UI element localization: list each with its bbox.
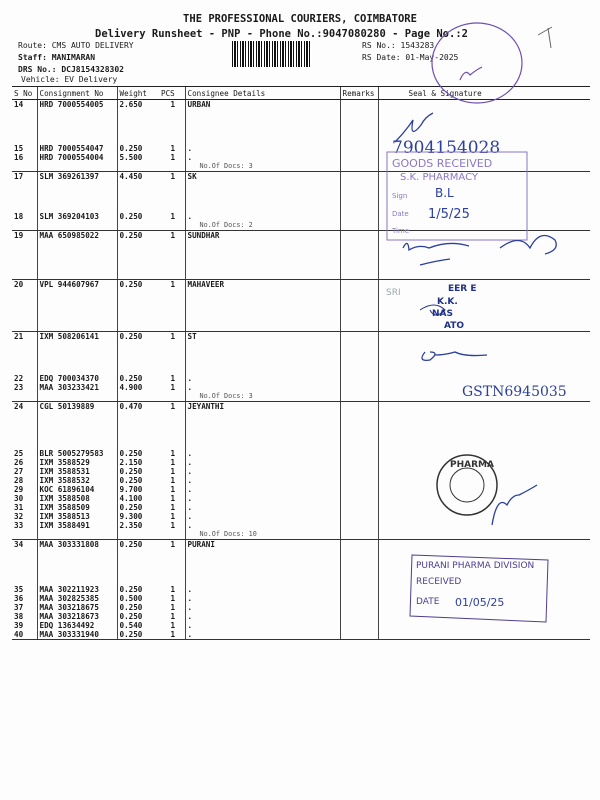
cell-weight — [117, 100, 159, 172]
weight: 5.500 — [119, 153, 143, 162]
pcs: 1 — [170, 467, 176, 476]
pcs: 1 — [170, 612, 176, 621]
weight: 0.250 — [119, 144, 143, 153]
weight: 4.450 — [119, 172, 143, 181]
weight: 0.250 — [119, 449, 143, 458]
cell-weight — [117, 280, 159, 332]
weight: 4.100 — [119, 494, 143, 503]
consignment-no: BLR 5005279583 — [39, 449, 104, 458]
sno: 25 — [14, 449, 24, 458]
pcs: 1 — [170, 621, 176, 630]
pcs: 1 — [170, 212, 176, 221]
pcs: 1 — [170, 231, 176, 240]
sno: 24 — [14, 402, 24, 411]
consignee-group — [12, 280, 590, 332]
barcode — [232, 41, 312, 67]
cell-consignment-no — [37, 332, 117, 402]
svg-text:PURANI PHARMA DIVISION: PURANI PHARMA DIVISION — [416, 561, 535, 571]
pcs: 1 — [170, 332, 176, 341]
pcs: 1 — [170, 494, 176, 503]
consignment-no: MAA 303331940 — [39, 630, 99, 639]
sno: 39 — [14, 621, 24, 630]
cell-remarks — [340, 280, 378, 332]
weight: 0.250 — [119, 467, 143, 476]
cell-consignment-no — [37, 280, 117, 332]
cell-weight — [117, 231, 159, 280]
consignment-no: EDQ 13634492 — [39, 621, 95, 630]
weight: 0.250 — [119, 212, 143, 221]
sno: 15 — [14, 144, 24, 153]
svg-text:Time: Time — [392, 227, 410, 235]
col-seal: Seal & Signature — [378, 87, 590, 100]
cell-sno — [12, 100, 37, 172]
dot: . — [187, 467, 193, 476]
weight: 0.470 — [119, 402, 143, 411]
svg-text:EER E: EER E — [448, 284, 477, 294]
svg-text:SRI: SRI — [386, 288, 401, 298]
docs-count: No.Of Docs: 10 — [199, 530, 257, 538]
dot: . — [187, 383, 193, 392]
sno: 17 — [14, 172, 24, 181]
weight: 0.250 — [119, 231, 143, 240]
cell-sno — [12, 332, 37, 402]
dot: . — [187, 212, 193, 221]
weight: 0.250 — [119, 374, 143, 383]
cell-consignee — [185, 402, 340, 540]
cell-weight — [117, 402, 159, 540]
sno: 14 — [14, 100, 24, 109]
pcs: 1 — [170, 521, 176, 530]
weight: 0.250 — [119, 603, 143, 612]
consignment-no: IXM 3588508 — [39, 494, 90, 503]
sno: 36 — [14, 594, 24, 603]
cell-consignee — [185, 172, 340, 231]
col-consignment: Consignment No — [37, 87, 117, 100]
consignee-name: PURANI — [187, 540, 215, 549]
consignee-group — [12, 402, 590, 540]
consignee-name: SK — [187, 172, 197, 181]
dot: . — [187, 594, 193, 603]
consignee-name: URBAN — [187, 100, 211, 109]
sno: 30 — [14, 494, 24, 503]
cell-seal-signature — [378, 332, 590, 402]
sno: 35 — [14, 585, 24, 594]
cell-weight — [117, 332, 159, 402]
col-weight: Weight — [117, 87, 159, 100]
dot: . — [187, 630, 193, 639]
consignee-group — [12, 540, 590, 640]
docs-count: No.Of Docs: 2 — [199, 221, 253, 229]
cell-consignee — [185, 540, 340, 640]
docs-count: No.Of Docs: 3 — [199, 392, 253, 400]
pcs: 1 — [170, 100, 176, 109]
dot: . — [187, 585, 193, 594]
cell-seal-signature — [378, 402, 590, 540]
pcs: 1 — [170, 449, 176, 458]
handwritten-gst: GSTN6945035 — [462, 384, 567, 400]
weight: 0.250 — [119, 503, 143, 512]
dot: . — [187, 612, 193, 621]
consignment-no: MAA 303233421 — [39, 383, 99, 392]
consignee-name: JEYANTHI — [187, 402, 225, 411]
cell-pcs — [159, 540, 185, 640]
cell-weight — [117, 540, 159, 640]
cell-remarks — [340, 540, 378, 640]
cell-sno — [12, 172, 37, 231]
sno: 40 — [14, 630, 24, 639]
sno: 26 — [14, 458, 24, 467]
sno: 28 — [14, 476, 24, 485]
rs-number: RS No.: 1543283 — [362, 41, 435, 50]
consignment-no: IXM 3588509 — [39, 503, 90, 512]
pcs: 1 — [170, 144, 176, 153]
consignment-no: MAA 303218675 — [39, 603, 99, 612]
svg-text:Date: Date — [392, 210, 409, 218]
weight: 0.250 — [119, 540, 143, 549]
weight: 0.540 — [119, 621, 143, 630]
pcs: 1 — [170, 153, 176, 162]
cell-sno — [12, 540, 37, 640]
weight: 2.150 — [119, 458, 143, 467]
cell-sno — [12, 402, 37, 540]
pcs: 1 — [170, 594, 176, 603]
svg-text:NAS: NAS — [432, 309, 453, 319]
cell-consignee — [185, 280, 340, 332]
sno: 33 — [14, 521, 24, 530]
weight: 0.250 — [119, 280, 143, 289]
cell-pcs — [159, 332, 185, 402]
dot: . — [187, 494, 193, 503]
consignee-group — [12, 100, 590, 172]
consignment-no: MAA 303218673 — [39, 612, 99, 621]
pcs: 1 — [170, 383, 176, 392]
sno: 20 — [14, 280, 24, 289]
vehicle: Vehicle: EV Delivery — [21, 75, 118, 84]
rs-date: RS Date: 01-May-2025 — [362, 53, 459, 62]
cell-consignment-no — [37, 100, 117, 172]
cell-remarks — [340, 172, 378, 231]
consignee-group — [12, 231, 590, 280]
pcs: 1 — [170, 458, 176, 467]
weight: 0.500 — [119, 594, 143, 603]
cell-remarks — [340, 231, 378, 280]
sno: 38 — [14, 612, 24, 621]
consignment-no: IXM 3588529 — [39, 458, 90, 467]
consignment-no: IXM 508206141 — [39, 332, 99, 341]
company-title: THE PROFESSIONAL COURIERS, COIMBATORE — [183, 13, 417, 25]
sno: 37 — [14, 603, 24, 612]
weight: 9.700 — [119, 485, 143, 494]
svg-text:Sign: Sign — [392, 192, 408, 200]
pcs: 1 — [170, 512, 176, 521]
svg-text:RECEIVED: RECEIVED — [416, 577, 462, 587]
consignment-no: IXM 3588491 — [39, 521, 90, 530]
cell-weight — [117, 172, 159, 231]
consignment-no: MAA 650985022 — [39, 231, 99, 240]
cell-sno — [12, 280, 37, 332]
cell-consignee — [185, 231, 340, 280]
consignment-no: CGL 50139889 — [39, 402, 95, 411]
pcs: 1 — [170, 503, 176, 512]
col-remarks: Remarks — [340, 87, 378, 100]
svg-text:PHARMA: PHARMA — [450, 460, 494, 470]
svg-text:1/5/25: 1/5/25 — [428, 207, 470, 222]
dot: . — [187, 621, 193, 630]
dot: . — [187, 512, 193, 521]
dot: . — [187, 476, 193, 485]
pcs: 1 — [170, 603, 176, 612]
cell-sno — [12, 231, 37, 280]
sno: 18 — [14, 212, 24, 221]
cell-seal-signature — [378, 100, 590, 172]
dot: . — [187, 603, 193, 612]
dot: . — [187, 144, 193, 153]
consignee-group — [12, 172, 590, 231]
svg-text:01/05/25: 01/05/25 — [455, 596, 505, 609]
cell-seal-signature — [378, 280, 590, 332]
weight: 0.250 — [119, 612, 143, 621]
weight: 9.300 — [119, 512, 143, 521]
pcs: 1 — [170, 172, 176, 181]
svg-text:K.K.: K.K. — [437, 297, 458, 307]
cell-consignment-no — [37, 540, 117, 640]
pcs: 1 — [170, 280, 176, 289]
weight: 0.250 — [119, 476, 143, 485]
cell-pcs — [159, 231, 185, 280]
weight: 0.250 — [119, 332, 143, 341]
svg-text:ATO: ATO — [444, 321, 465, 331]
sno: 21 — [14, 332, 24, 341]
cell-consignee — [185, 332, 340, 402]
dot: . — [187, 458, 193, 467]
corner-mark — [538, 27, 552, 48]
consignee-group — [12, 332, 590, 402]
consignment-no: EDQ 700034370 — [39, 374, 99, 383]
cell-consignment-no — [37, 402, 117, 540]
weight: 4.900 — [119, 383, 143, 392]
cell-consignment-no — [37, 231, 117, 280]
weight: 2.350 — [119, 521, 143, 530]
dot: . — [187, 449, 193, 458]
consignment-no: IXM 3588531 — [39, 467, 90, 476]
route: Route: CMS AUTO DELIVERY — [18, 41, 134, 50]
table-header — [12, 87, 590, 100]
weight: 0.250 — [119, 585, 143, 594]
consignment-no: SLM 369261397 — [39, 172, 99, 181]
consignment-no: MAA 303331808 — [39, 540, 99, 549]
sno: 23 — [14, 383, 24, 392]
consignee-name: MAHAVEER — [187, 280, 225, 289]
consignment-no: HRD 7000554005 — [39, 100, 104, 109]
consignment-no: KOC 61896104 — [39, 485, 95, 494]
cell-consignee — [185, 100, 340, 172]
docs-count: No.Of Docs: 3 — [199, 162, 253, 170]
pcs: 1 — [170, 630, 176, 639]
dot: . — [187, 521, 193, 530]
sno: 34 — [14, 540, 24, 549]
pcs: 1 — [170, 402, 176, 411]
cell-pcs — [159, 100, 185, 172]
consignment-no: VPL 944607967 — [39, 280, 99, 289]
cell-seal-signature — [378, 231, 590, 280]
pcs: 1 — [170, 476, 176, 485]
cell-pcs — [159, 172, 185, 231]
consignment-no: IXM 3588513 — [39, 512, 90, 521]
cell-remarks — [340, 100, 378, 172]
svg-text:DATE: DATE — [416, 597, 440, 607]
consignment-no: SLM 369204103 — [39, 212, 99, 221]
staff: Staff: MANIMARAN — [18, 53, 96, 62]
dot: . — [187, 503, 193, 512]
handwritten-phone: 7904154028 — [392, 138, 501, 158]
svg-text:S.K. PHARMACY: S.K. PHARMACY — [400, 172, 478, 183]
cell-seal-signature — [378, 540, 590, 640]
cell-remarks — [340, 332, 378, 402]
pcs: 1 — [170, 585, 176, 594]
consignee-name: ST — [187, 332, 197, 341]
col-sno: S No — [12, 87, 37, 100]
svg-text:GOODS RECEIVED: GOODS RECEIVED — [392, 157, 493, 170]
sno: 19 — [14, 231, 24, 240]
consignment-no: HRD 7000554047 — [39, 144, 104, 153]
weight: 2.650 — [119, 100, 143, 109]
col-pcs: PCS — [159, 87, 185, 100]
sno: 27 — [14, 467, 24, 476]
cell-seal-signature — [378, 172, 590, 231]
pcs: 1 — [170, 485, 176, 494]
dot: . — [187, 153, 193, 162]
cell-consignment-no — [37, 172, 117, 231]
sno: 32 — [14, 512, 24, 521]
pcs: 1 — [170, 540, 176, 549]
sno: 31 — [14, 503, 24, 512]
sno: 22 — [14, 374, 24, 383]
consignee-name: SUNDHAR — [187, 231, 220, 240]
sno: 29 — [14, 485, 24, 494]
col-consignee: Consignee Details — [185, 87, 340, 100]
consignment-no: IXM 3588532 — [39, 476, 90, 485]
sno: 16 — [14, 153, 24, 162]
consignment-no: MAA 302825385 — [39, 594, 99, 603]
cell-pcs — [159, 280, 185, 332]
runsheet-subtitle: Delivery Runsheet - PNP - Phone No.:9047080280 - Page No.:2 — [95, 28, 468, 40]
dot: . — [187, 374, 193, 383]
dot: . — [187, 485, 193, 494]
consignment-no: HRD 7000554004 — [39, 153, 104, 162]
weight: 0.250 — [119, 630, 143, 639]
svg-text:B.L: B.L — [435, 186, 454, 200]
cell-remarks — [340, 402, 378, 540]
cell-pcs — [159, 402, 185, 540]
drs-number: DRS No.: DCJ8154328302 — [18, 65, 124, 74]
consignment-no: MAA 302211923 — [39, 585, 99, 594]
pcs: 1 — [170, 374, 176, 383]
runsheet-table — [12, 86, 590, 640]
